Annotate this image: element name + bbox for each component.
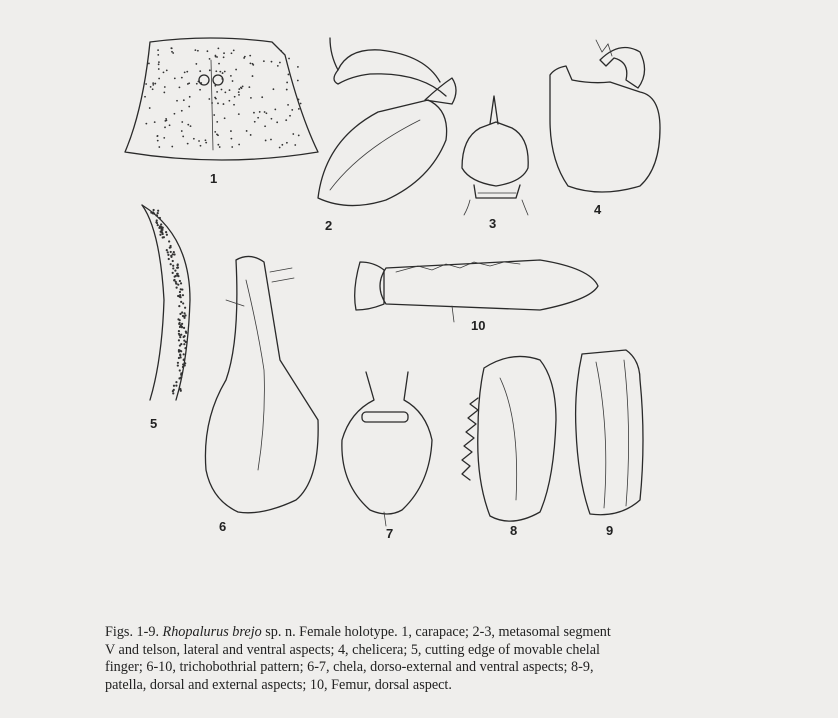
denticle-dot <box>172 265 174 267</box>
granule-dot <box>216 121 218 123</box>
denticle-dot <box>177 284 179 286</box>
fig3-telson-ventral <box>462 96 528 231</box>
denticle-dot <box>179 322 181 324</box>
granule-dot <box>184 71 186 73</box>
denticle-dot <box>182 294 184 296</box>
granule-dot <box>205 139 207 141</box>
caption-line-4: patella, dorsal and external aspects; 10, Femur, dorsal aspect. <box>105 676 452 693</box>
granule-dot <box>217 102 219 104</box>
granule-dot <box>211 102 213 104</box>
granule-dot <box>249 55 251 57</box>
denticle-dot <box>162 233 164 235</box>
denticle-dot <box>180 390 182 392</box>
denticle-dot <box>177 362 179 364</box>
granule-dot <box>181 130 183 132</box>
granule-dot <box>200 82 202 84</box>
denticle-dot <box>156 214 158 216</box>
denticle-dot <box>175 385 177 387</box>
granule-dot <box>230 75 232 77</box>
granule-dot <box>228 100 230 102</box>
granule-dot <box>250 97 252 99</box>
granule-dot <box>145 123 147 125</box>
fig1-label: 1 <box>210 171 218 186</box>
fig2-label: 2 <box>325 218 333 233</box>
granule-dot <box>208 98 210 100</box>
denticle-dot <box>184 364 186 366</box>
denticle-dot <box>177 263 179 265</box>
granule-dot <box>274 109 276 111</box>
granule-dot <box>174 113 176 115</box>
denticle-dot <box>175 381 177 383</box>
denticle-dot <box>168 240 170 242</box>
fig10-femur-dorsal <box>355 260 598 333</box>
denticle-dot <box>179 344 181 346</box>
granule-dot <box>187 143 189 145</box>
granule-dot <box>217 144 219 146</box>
granule-dot <box>265 140 267 142</box>
denticle-dot <box>181 311 183 313</box>
granule-dot <box>279 147 281 149</box>
caption-line1-rest: sp. n. Female holotype. 1, carapace; 2-3, metasomal segment <box>261 624 611 640</box>
granule-dot <box>152 84 154 86</box>
denticle-dot <box>165 231 167 233</box>
denticle-dot <box>155 221 157 223</box>
granule-dot <box>266 112 268 114</box>
granule-dot <box>154 83 156 85</box>
denticle-dot <box>172 272 174 274</box>
granule-dot <box>181 121 183 123</box>
granule-dot <box>158 78 160 80</box>
granule-dot <box>229 89 231 91</box>
denticle-dot <box>185 341 187 343</box>
denticle-dot <box>183 343 185 345</box>
fig6-label: 6 <box>219 519 227 534</box>
granule-dot <box>166 119 168 121</box>
granule-dot <box>223 103 225 105</box>
denticle-dot <box>177 267 179 269</box>
denticle-dot <box>160 231 162 233</box>
denticle-dot <box>178 339 180 341</box>
denticle-dot <box>184 347 186 349</box>
denticle-dot <box>183 358 185 360</box>
granule-dot <box>279 62 281 64</box>
granule-dot <box>166 69 168 71</box>
granule-dot <box>271 118 273 120</box>
granule-dot <box>156 135 158 137</box>
fig7-chela-ventral <box>342 372 432 541</box>
denticle-dot <box>170 251 172 253</box>
denticle-dot <box>179 354 181 356</box>
denticle-dot <box>177 364 179 366</box>
granule-dot <box>169 124 171 126</box>
caption-prefix: Figs. 1-9. <box>105 624 163 640</box>
granule-dot <box>287 104 289 106</box>
granule-dot <box>221 78 223 80</box>
granule-dot <box>286 82 288 84</box>
granule-dot <box>286 89 288 91</box>
granule-dot <box>238 94 240 96</box>
granule-dot <box>199 89 201 91</box>
granule-dot <box>186 71 188 73</box>
granule-dot <box>285 119 287 121</box>
denticle-dot <box>183 312 185 314</box>
granule-dot <box>181 77 183 79</box>
granule-dot <box>197 50 199 52</box>
granule-dot <box>248 86 250 88</box>
granule-dot <box>297 80 299 82</box>
denticle-dot <box>157 224 159 226</box>
caption-line-1 <box>105 624 705 642</box>
granule-dot <box>214 131 216 133</box>
granule-dot <box>219 71 221 73</box>
granule-dot <box>158 146 160 148</box>
granule-dot <box>200 145 202 147</box>
granule-dot <box>157 54 159 56</box>
granule-dot <box>163 92 165 94</box>
granule-dot <box>199 70 201 72</box>
denticle-dot <box>185 331 187 333</box>
granule-dot <box>292 133 294 135</box>
granule-dot <box>171 47 173 49</box>
denticle-dot <box>180 296 182 298</box>
granule-dot <box>158 68 160 70</box>
granule-dot <box>157 140 159 142</box>
granule-dot <box>207 50 209 52</box>
denticle-dot <box>162 236 164 238</box>
granule-dot <box>171 146 173 148</box>
granule-dot <box>205 142 207 144</box>
denticle-dot <box>180 282 182 284</box>
granule-dot <box>218 63 220 65</box>
fig6-chela-dorsal <box>205 256 318 534</box>
granule-dot <box>216 133 218 135</box>
denticle-dot <box>183 327 185 329</box>
granule-dot <box>163 71 165 73</box>
denticle-dot <box>173 385 175 387</box>
granule-dot <box>154 121 156 123</box>
fig10-label: 10 <box>471 318 486 333</box>
granule-dot <box>158 63 160 65</box>
denticle-dot <box>180 377 182 379</box>
denticle-dot <box>167 251 169 253</box>
granule-dot <box>288 58 290 60</box>
granule-dot <box>252 75 254 77</box>
granule-dot <box>250 63 252 65</box>
granule-dot <box>149 107 151 109</box>
denticle-dot <box>157 212 159 214</box>
granule-dot <box>238 91 240 93</box>
denticle-dot <box>178 357 180 359</box>
granule-dot <box>271 61 273 63</box>
granule-dot <box>158 61 160 63</box>
denticle-dot <box>153 209 155 211</box>
granule-dot <box>264 111 266 113</box>
granule-dot <box>276 121 278 123</box>
granule-dot <box>252 64 254 66</box>
denticle-dot <box>183 315 185 317</box>
granule-dot <box>246 130 248 132</box>
granule-dot <box>300 103 302 105</box>
granule-dot <box>152 82 154 84</box>
granule-dot <box>277 65 279 67</box>
granule-dot <box>219 146 221 148</box>
granule-dot <box>215 56 217 58</box>
caption-line-2: V and telson, lateral and ventral aspects; 4, chelicera; 5, cutting edge of movable chelal <box>105 641 600 658</box>
granule-dot <box>213 114 215 116</box>
granule-dot <box>238 88 240 90</box>
granule-dot <box>214 97 216 99</box>
granule-dot <box>198 140 200 142</box>
denticle-dot <box>176 286 178 288</box>
granule-dot <box>232 80 234 82</box>
fig2-segment-lateral <box>318 38 456 233</box>
granule-dot <box>298 135 300 137</box>
fig5-label: 5 <box>150 416 158 431</box>
denticle-dot <box>179 369 181 371</box>
denticle-dot <box>178 330 180 332</box>
granule-dot <box>259 111 261 113</box>
denticle-dot <box>166 249 168 251</box>
denticle-dot <box>184 362 186 364</box>
granule-dot <box>240 87 242 89</box>
fig7-label: 7 <box>386 526 394 541</box>
denticle-dot <box>170 263 172 265</box>
granule-dot <box>148 63 150 65</box>
denticle-dot <box>172 267 174 269</box>
denticle-dot <box>180 372 182 374</box>
granule-dot <box>233 104 235 106</box>
denticle-dot <box>150 212 152 214</box>
granule-dot <box>209 58 211 60</box>
denticle-dot <box>172 260 174 262</box>
denticle-dot <box>175 283 177 285</box>
denticle-dot <box>167 254 169 256</box>
granule-dot <box>238 144 240 146</box>
denticle-dot <box>173 389 175 391</box>
fig5-cutting-edge <box>142 205 190 431</box>
granule-dot <box>157 49 159 51</box>
granule-dot <box>254 121 256 123</box>
figure-caption <box>105 624 705 694</box>
denticle-dot <box>168 258 170 260</box>
granule-dot <box>294 144 296 146</box>
denticle-dot <box>166 234 168 236</box>
denticle-dot <box>159 217 161 219</box>
granule-dot <box>298 108 300 110</box>
denticle-dot <box>157 210 159 212</box>
granule-dot <box>253 112 255 114</box>
granule-dot <box>164 126 166 128</box>
granule-dot <box>190 125 192 127</box>
granule-dot <box>288 74 290 76</box>
denticle-dot <box>183 353 185 355</box>
granule-dot <box>183 99 185 101</box>
denticle-dot <box>181 288 183 290</box>
granule-dot <box>223 56 225 58</box>
denticle-dot <box>181 326 183 328</box>
granule-dot <box>189 96 191 98</box>
fig9-label: 9 <box>606 523 614 538</box>
denticle-dot <box>172 392 174 394</box>
granule-dot <box>196 83 198 85</box>
granule-dot <box>182 136 184 138</box>
fig4-chelicera <box>550 40 660 217</box>
granule-dot <box>152 88 154 90</box>
granule-dot <box>224 71 226 73</box>
denticle-dot <box>179 326 181 328</box>
denticle-dot <box>173 251 175 253</box>
granule-dot <box>263 60 265 62</box>
fig4-label: 4 <box>594 202 602 217</box>
denticle-dot <box>162 227 164 229</box>
caption-line-3: finger; 6-10, trichobothrial pattern; 6-7, chela, dorso-external and ventral aspects; 8-9, <box>105 659 594 676</box>
granule-dot <box>280 50 282 52</box>
granule-dot <box>181 110 183 112</box>
granule-dot <box>231 146 233 148</box>
caption-species: Rhopalurus brejo <box>162 624 262 640</box>
granule-dot <box>242 86 244 88</box>
granule-dot <box>188 82 190 84</box>
granule-dot <box>165 118 167 120</box>
granule-dot <box>231 52 233 54</box>
granule-dot <box>193 138 195 140</box>
granule-dot <box>194 49 196 51</box>
granule-dot <box>144 96 146 98</box>
granule-dot <box>195 63 197 65</box>
granule-dot <box>171 51 173 53</box>
denticle-dot <box>182 302 184 304</box>
granule-dot <box>264 125 266 127</box>
granule-dot <box>230 130 232 132</box>
granule-dot <box>289 115 291 117</box>
denticle-dot <box>182 366 184 368</box>
denticle-dot <box>158 227 160 229</box>
granule-dot <box>176 100 178 102</box>
granule-dot <box>174 78 176 80</box>
granule-dot <box>214 85 216 87</box>
granule-dot <box>179 86 181 88</box>
denticle-dot <box>180 350 182 352</box>
granule-dot <box>243 57 245 59</box>
denticle-dot <box>170 255 172 257</box>
granule-dot <box>238 113 240 115</box>
denticle-dot <box>184 307 186 309</box>
denticle-dot <box>179 336 181 338</box>
granule-dot <box>257 117 259 119</box>
granule-dot <box>163 137 165 139</box>
granule-dot <box>291 109 293 111</box>
fig9-patella-external <box>576 350 643 538</box>
granule-dot <box>224 92 226 94</box>
granule-dot <box>230 138 232 140</box>
fig1-carapace <box>125 38 318 186</box>
granule-dot <box>298 99 300 101</box>
denticle-dot <box>183 336 185 338</box>
granule-dot <box>150 86 152 88</box>
granule-dot <box>222 72 224 74</box>
granule-dot <box>235 69 237 71</box>
granule-dot <box>188 106 190 108</box>
fig3-label: 3 <box>489 216 497 231</box>
fig8-patella-dorsal <box>462 356 556 538</box>
denticle-dot <box>159 234 161 236</box>
granule-dot <box>187 124 189 126</box>
granule-dot <box>286 142 288 144</box>
denticle-dot <box>169 247 171 249</box>
granule-dot <box>224 117 226 119</box>
granule-dot <box>281 144 283 146</box>
granule-dot <box>209 69 211 71</box>
granule-dot <box>221 89 223 91</box>
fig8-label: 8 <box>510 523 518 538</box>
granule-dot <box>223 52 225 54</box>
granule-dot <box>197 81 199 83</box>
granule-dot <box>217 47 219 49</box>
denticle-dot <box>178 305 180 307</box>
granule-dot <box>273 88 275 90</box>
granule-dot <box>270 139 272 141</box>
denticle-dot <box>173 279 175 281</box>
granule-dot <box>216 91 218 93</box>
granule-dot <box>164 86 166 88</box>
denticle-dot <box>179 291 181 293</box>
denticle-dot <box>177 275 179 277</box>
denticle-dot <box>179 280 181 282</box>
denticle-dot <box>174 270 176 272</box>
granule-dot <box>297 66 299 68</box>
granule-dot <box>250 134 252 136</box>
granule-dot <box>145 83 147 85</box>
denticle-dot <box>177 318 179 320</box>
granule-dot <box>234 96 236 98</box>
denticle-dot <box>178 333 180 335</box>
granule-dot <box>261 96 263 98</box>
denticle-dot <box>160 223 162 225</box>
denticle-dot <box>175 275 177 277</box>
granule-dot <box>215 70 217 72</box>
denticle-dot <box>180 301 182 303</box>
granule-dot <box>233 50 235 52</box>
